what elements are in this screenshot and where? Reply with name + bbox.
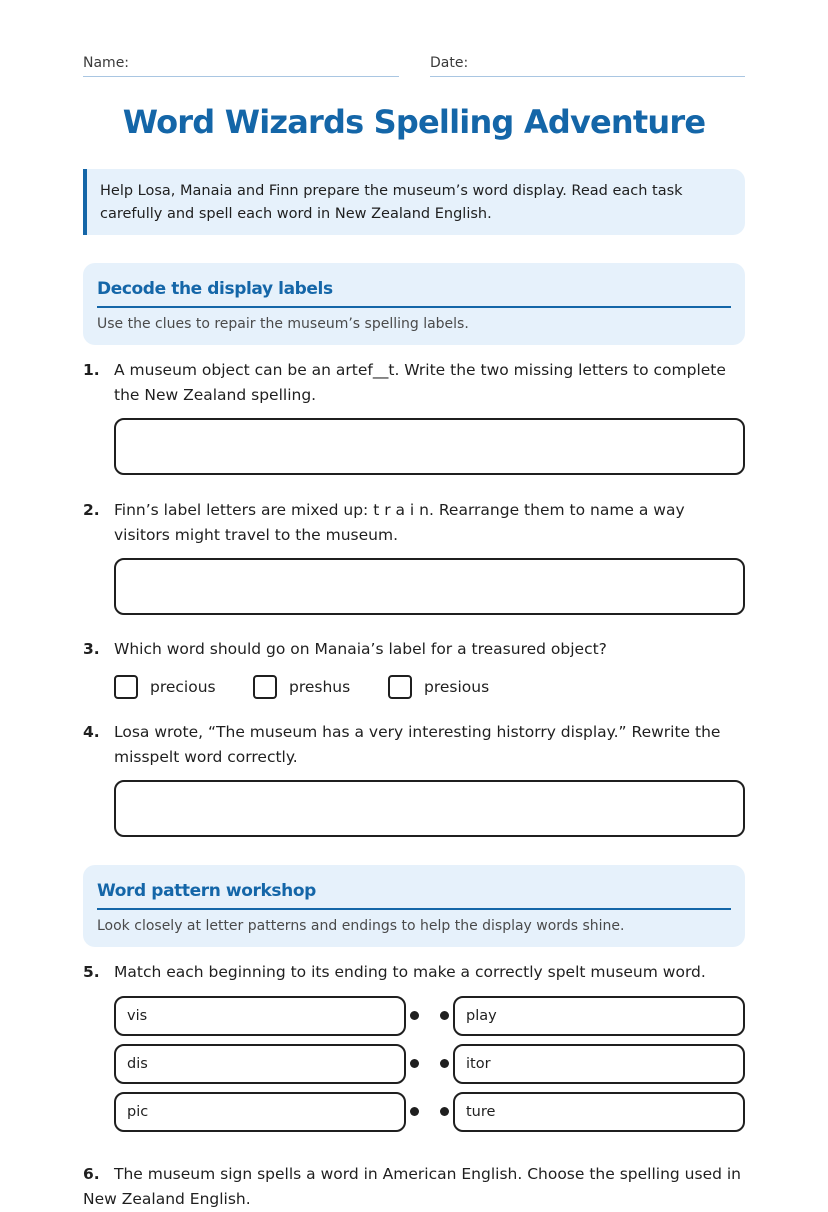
match-ending[interactable]: play bbox=[453, 996, 745, 1036]
worksheet-page bbox=[83, 0, 745, 1208]
option-label: preshus bbox=[289, 678, 351, 696]
match-row-1 bbox=[114, 996, 745, 1036]
section-title: Decode the display labels bbox=[97, 263, 731, 308]
answer-box-4[interactable] bbox=[114, 780, 745, 837]
connector-dot[interactable] bbox=[410, 1107, 419, 1116]
section-title: Word pattern workshop bbox=[97, 865, 731, 910]
match-ending[interactable]: itor bbox=[453, 1044, 745, 1084]
date-field[interactable] bbox=[430, 52, 745, 77]
section-subtitle: Use the clues to repair the museum’s spelling labels. bbox=[97, 316, 469, 332]
checkbox[interactable] bbox=[388, 675, 412, 699]
header-row bbox=[83, 52, 745, 77]
connector-dot[interactable] bbox=[440, 1059, 449, 1068]
connector-dot[interactable] bbox=[410, 1011, 419, 1020]
answer-box-1[interactable] bbox=[114, 418, 745, 475]
question-text: Which word should go on Manaia’s label for a treasured object? bbox=[114, 640, 607, 658]
question-number: 6. bbox=[83, 1165, 100, 1183]
match-beginning[interactable]: pic bbox=[114, 1092, 406, 1132]
question-text: The museum sign spells a word in American English. Choose the spelling used in New Zealand English. bbox=[83, 1165, 742, 1208]
section-subtitle: Look closely at letter patterns and endings to help the display words shine. bbox=[97, 918, 625, 934]
option-label: presious bbox=[424, 678, 490, 696]
question-text: A museum object can be an artef__t. Write the two missing letters to complete the New Zealand spelling. bbox=[114, 361, 726, 404]
option-presious[interactable] bbox=[388, 673, 489, 701]
question-text: Match each beginning to its ending to make a correctly spelt museum word. bbox=[114, 963, 706, 981]
answer-box-2[interactable] bbox=[114, 558, 745, 615]
section-pattern bbox=[83, 865, 745, 947]
match-beginning[interactable]: dis bbox=[114, 1044, 406, 1084]
connector-dot[interactable] bbox=[410, 1059, 419, 1068]
question-6 bbox=[83, 1162, 745, 1212]
question-text: Finn’s label letters are mixed up: t r a i n. Rearrange them to name a way visitors might travel to the museum. bbox=[114, 501, 685, 544]
match-row-2 bbox=[114, 1044, 745, 1084]
question-number: 1. bbox=[83, 361, 100, 379]
option-preshus[interactable] bbox=[253, 673, 350, 701]
page-title: Word Wizards Spelling Adventure bbox=[122, 103, 706, 141]
question-text: Losa wrote, “The museum has a very interesting historry display.” Rewrite the misspelt word correctly. bbox=[114, 723, 721, 766]
question-number: 2. bbox=[83, 501, 100, 519]
option-precious[interactable] bbox=[114, 673, 216, 701]
name-label: Name: bbox=[83, 55, 130, 71]
match-beginning[interactable]: vis bbox=[114, 996, 406, 1036]
intro-box: Help Losa, Manaia and Finn prepare the museum’s word display. Read each task carefully and spell each word in New Zealand English. bbox=[83, 169, 745, 235]
date-label: Date: bbox=[430, 55, 469, 71]
question-number: 4. bbox=[83, 723, 100, 741]
connector-dot[interactable] bbox=[440, 1011, 449, 1020]
question-number: 5. bbox=[83, 963, 100, 981]
match-ending[interactable]: ture bbox=[453, 1092, 745, 1132]
checkbox[interactable] bbox=[114, 675, 138, 699]
name-field[interactable] bbox=[83, 52, 399, 77]
connector-dot[interactable] bbox=[440, 1107, 449, 1116]
section-decode bbox=[83, 263, 745, 345]
option-label: precious bbox=[150, 678, 216, 696]
question-number: 3. bbox=[83, 640, 100, 658]
match-row-3 bbox=[114, 1092, 745, 1132]
checkbox[interactable] bbox=[253, 675, 277, 699]
